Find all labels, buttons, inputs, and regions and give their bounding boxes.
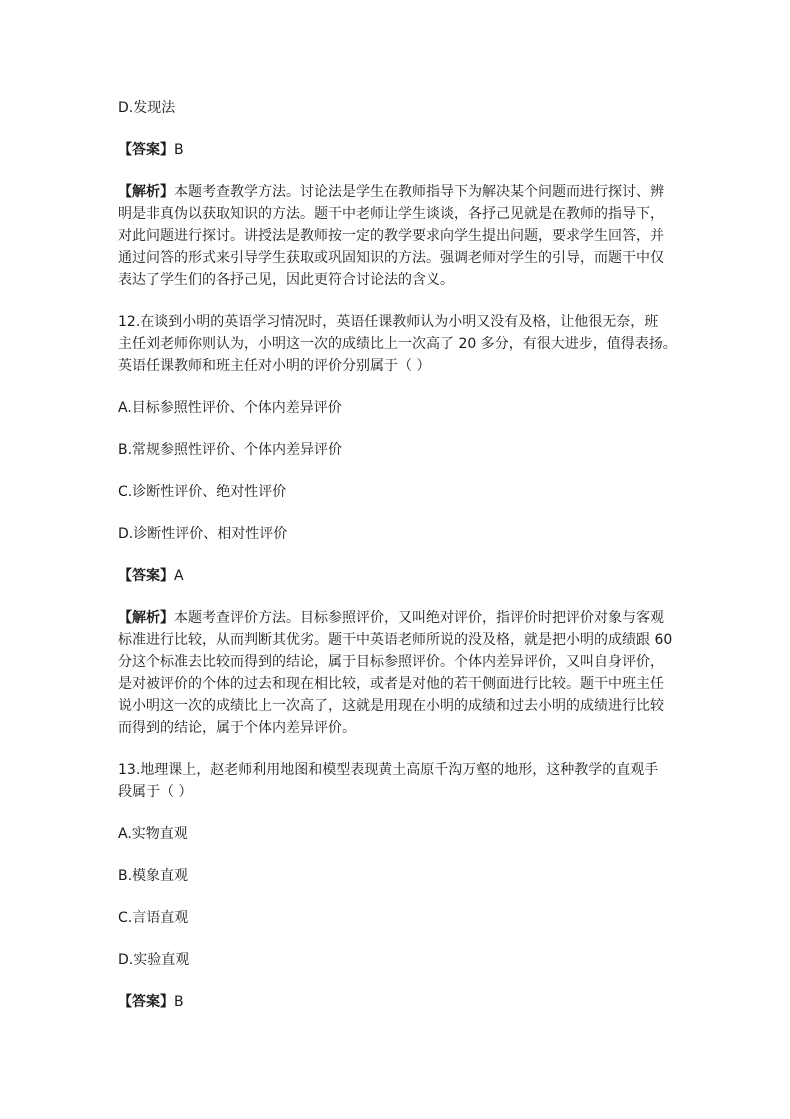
analysis-1-line-4: 通过问答的形式来引导学生获取或巩固知识的方法。强调老师对学生的引导，而题干中仅 — [118, 250, 664, 266]
option-13-a: A.实物直观 — [118, 826, 188, 842]
option-12-b: B.常规参照性评价、个体内差异评价 — [118, 442, 343, 458]
answer-1 — [118, 140, 184, 160]
question-13-line-2: 段属于（ ） — [118, 784, 193, 800]
analysis-12-line-6: 而得到的结论，属于个体内差异评价。 — [118, 720, 356, 736]
answer-label: 【答案】 — [118, 568, 174, 584]
answer-13 — [118, 992, 184, 1012]
answer-value: B — [174, 142, 184, 158]
answer-value: A — [174, 568, 184, 584]
analysis-12-line-2: 标准进行比较，从而判断其优劣。题干中英语老师所说的没及格，就是把小明的成绩跟 60 — [118, 632, 673, 648]
option-d-1: D.发现法 — [118, 100, 176, 116]
analysis-1-line-3: 对此问题进行探讨。讲授法是教师按一定的教学要求向学生提出问题，要求学生回答，并 — [118, 228, 664, 244]
analysis-label: 【解析】 — [118, 610, 174, 626]
question-12-line-2: 主任刘老师你则认为，小明这一次的成绩比上一次高了 20 多分，有很大进步，值得表扬。 — [118, 336, 677, 352]
option-12-d: D.诊断性评价、相对性评价 — [118, 526, 288, 542]
answer-label: 【答案】 — [118, 994, 174, 1010]
analysis-1-line-1: 【解析】本题考查教学方法。讨论法是学生在教师指导下为解决某个问题而进行探讨、辨 — [118, 184, 664, 200]
option-13-c: C.言语直观 — [118, 910, 189, 926]
option-13-b: B.模象直观 — [118, 868, 189, 884]
question-12-line-1: 12.在谈到小明的英语学习情况时，英语任课教师认为小明又没有及格，让他很无奈，班 — [118, 314, 659, 330]
analysis-12-line-4: 是对被评价的个体的过去和现在相比较，或者是对他的若干侧面进行比较。题干中班主任 — [118, 676, 664, 692]
analysis-12-line-5: 说小明这一次的成绩比上一次高了，这就是用现在小明的成绩和过去小明的成绩进行比较 — [118, 698, 664, 714]
option-13-d: D.实验直观 — [118, 952, 190, 968]
answer-12 — [118, 566, 184, 586]
analysis-12-line-3: 分这个标准去比较而得到的结论，属于目标参照评价。个体内差异评价，又叫自身评价， — [118, 654, 664, 670]
answer-value: B — [174, 994, 184, 1010]
analysis-label: 【解析】 — [118, 184, 174, 200]
analysis-1-line-2: 明是非真伪以获取知识的方法。题干中老师让学生谈谈，各抒己见就是在教师的指导下， — [118, 206, 664, 222]
option-12-a: A.目标参照性评价、个体内差异评价 — [118, 400, 342, 416]
answer-label: 【答案】 — [118, 142, 174, 158]
analysis-1-line-5: 表达了学生们的各抒己见，因此更符合讨论法的含义。 — [118, 272, 454, 288]
analysis-12-line-1: 【解析】本题考查评价方法。目标参照评价，又叫绝对评价，指评价时把评价对象与客观 — [118, 610, 664, 626]
question-12-line-3: 英语任课教师和班主任对小明的评价分别属于（ ） — [118, 358, 431, 374]
option-12-c: C.诊断性评价、绝对性评价 — [118, 484, 287, 500]
question-13-line-1: 13.地理课上，赵老师利用地图和模型表现黄土高原千沟万壑的地形，这种教学的直观手 — [118, 762, 659, 778]
